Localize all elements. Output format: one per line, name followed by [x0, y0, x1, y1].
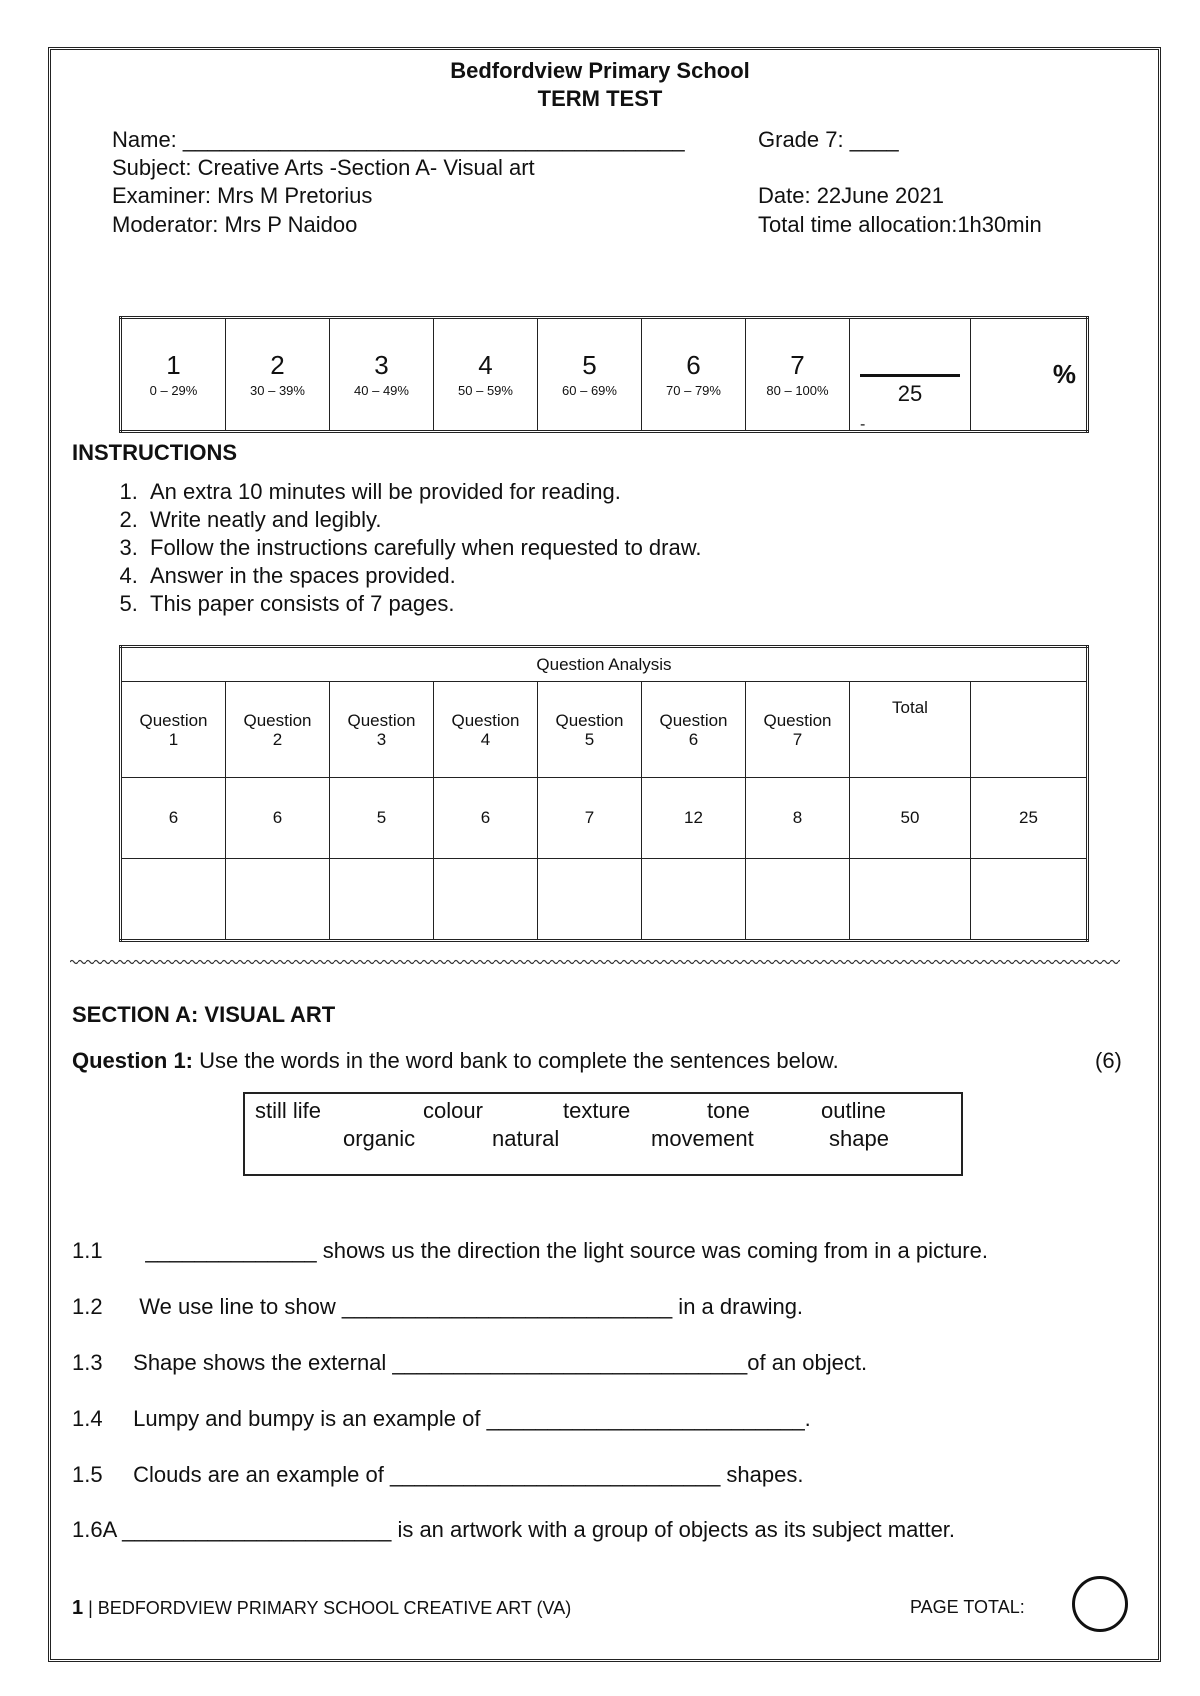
- instruction-item: 2. Write neatly and legibly.: [144, 506, 702, 534]
- question-header: [642, 682, 746, 778]
- marks-cell: 12: [642, 778, 746, 859]
- question-1-label: Question 1:: [72, 1048, 194, 1073]
- question-1-6: 1.6A ______________________ is an artwork with a group of objects as its subject matter.: [72, 1517, 956, 1542]
- word-bank-item: shape: [829, 1126, 889, 1151]
- instructions-title: INSTRUCTIONS: [72, 440, 237, 465]
- score-cell: [850, 318, 971, 432]
- score-entry-cell[interactable]: [642, 859, 746, 941]
- instruction-item: 1. An extra 10 minutes will be provided for reading.: [144, 478, 702, 506]
- section-title: SECTION A: VISUAL ART: [72, 1002, 336, 1027]
- level-range: 60 – 69%: [562, 383, 617, 398]
- question-header: [226, 682, 330, 778]
- level-number: 5: [582, 350, 597, 380]
- moderator-line: Moderator: Mrs P Naidoo: [112, 212, 358, 237]
- grade-level-cell: [226, 318, 330, 432]
- page-total-label: PAGE TOTAL:: [910, 1597, 1025, 1617]
- question-analysis-table: [119, 645, 1089, 942]
- grade-scale-table: [119, 316, 1089, 433]
- word-bank-item: natural: [492, 1126, 560, 1151]
- question-header: [746, 682, 850, 778]
- page-number: 1: [72, 1597, 84, 1619]
- score-blank-line: [860, 374, 960, 377]
- question-1-2: 1.2 We use line to show ___________________________ in a drawing.: [72, 1294, 804, 1319]
- question-1-4: 1.4 Lumpy and bumpy is an example of __________________________.: [72, 1406, 811, 1431]
- question-number: 7: [792, 729, 803, 749]
- question-header: [434, 682, 538, 778]
- grade-level-cell: [121, 318, 226, 432]
- total-marks-cell: 50: [850, 778, 971, 859]
- grade-level-cell: [434, 318, 538, 432]
- percent-cell: %: [971, 318, 1088, 432]
- question-label: Question: [555, 710, 624, 730]
- score-entry-cell[interactable]: [538, 859, 642, 941]
- score-denominator: 25: [897, 381, 923, 406]
- grade-field: Grade 7: ____: [758, 127, 899, 152]
- word-bank-item: organic: [343, 1126, 416, 1151]
- word-bank-item: outline: [821, 1098, 886, 1123]
- level-range: 70 – 79%: [666, 383, 721, 398]
- level-range: 40 – 49%: [354, 383, 409, 398]
- question-1-marks: (6): [1095, 1048, 1122, 1073]
- footer-text: | BEDFORDVIEW PRIMARY SCHOOL CREATIVE ART (VA): [83, 1598, 572, 1618]
- score-dash: -: [860, 416, 866, 433]
- marks-cell: 6: [121, 778, 226, 859]
- question-1-1: 1.1 ______________ shows us the direction the light source was coming from in a picture.: [72, 1238, 988, 1263]
- page-footer: [72, 1597, 571, 1620]
- question-label: Question: [139, 710, 208, 730]
- score-entry-cell[interactable]: [746, 859, 850, 941]
- marks-cell: 6: [226, 778, 330, 859]
- word-bank-item: still life: [255, 1098, 322, 1123]
- analysis-title: Question Analysis: [121, 647, 1088, 682]
- question-number: 6: [688, 729, 699, 749]
- question-label: Question: [659, 710, 728, 730]
- name-field: Name: _________________________________________: [112, 127, 685, 152]
- marks-cell: 7: [538, 778, 642, 859]
- level-range: 50 – 59%: [458, 383, 513, 398]
- score-entry-cell[interactable]: [850, 859, 971, 941]
- word-bank-item: colour: [423, 1098, 483, 1123]
- level-number: 4: [478, 350, 493, 380]
- subject-line: Subject: Creative Arts -Section A- Visual art: [112, 155, 535, 180]
- word-bank-item: movement: [651, 1126, 754, 1151]
- empty-header-cell: [971, 682, 1088, 778]
- question-header: [330, 682, 434, 778]
- grade-level-cell: [330, 318, 434, 432]
- question-label: Question: [763, 710, 832, 730]
- question-number: 2: [272, 729, 283, 749]
- wavy-divider: [70, 958, 1120, 966]
- question-header: [121, 682, 226, 778]
- word-bank-item: texture: [563, 1098, 631, 1123]
- marks-cell: 6: [434, 778, 538, 859]
- question-number: 3: [376, 729, 387, 749]
- instruction-item: 5. This paper consists of 7 pages.: [144, 590, 702, 618]
- examiner-line: Examiner: Mrs M Pretorius: [112, 183, 373, 208]
- question-1-5: 1.5 Clouds are an example of ___________________________ shapes.: [72, 1462, 804, 1487]
- grade-level-cell: [538, 318, 642, 432]
- score-entry-cell[interactable]: [121, 859, 226, 941]
- word-bank-item: tone: [707, 1098, 750, 1123]
- instruction-item: 4. Answer in the spaces provided.: [144, 562, 702, 590]
- level-number: 1: [166, 350, 181, 380]
- instruction-item: 3. Follow the instructions carefully when requested to draw.: [144, 534, 702, 562]
- level-number: 7: [790, 350, 805, 380]
- time-allocation: Total time allocation:1h30min: [758, 212, 1042, 237]
- test-title: TERM TEST: [537, 86, 663, 111]
- total-header: Total: [850, 682, 971, 778]
- word-bank: [243, 1092, 963, 1176]
- school-name: Bedfordview Primary School: [450, 58, 750, 83]
- score-entry-cell[interactable]: [330, 859, 434, 941]
- level-range: 80 – 100%: [766, 383, 829, 398]
- scaled-marks-cell: 25: [971, 778, 1088, 859]
- page-total-circle: [1072, 1576, 1128, 1632]
- question-number: 1: [168, 729, 179, 749]
- question-label: Question: [243, 710, 312, 730]
- question-1-prompt: [72, 1048, 839, 1074]
- level-number: 6: [686, 350, 701, 380]
- question-number: 5: [584, 729, 595, 749]
- score-entry-cell[interactable]: [226, 859, 330, 941]
- level-range: 0 – 29%: [149, 383, 198, 398]
- question-1-text: Use the words in the word bank to complete the sentences below.: [193, 1048, 839, 1073]
- level-number: 3: [374, 350, 389, 380]
- marks-cell: 5: [330, 778, 434, 859]
- level-number: 2: [270, 350, 285, 380]
- date-line: Date: 22June 2021: [758, 183, 944, 208]
- question-header: [538, 682, 642, 778]
- level-range: 30 – 39%: [250, 383, 305, 398]
- grade-level-cell: [746, 318, 850, 432]
- question-number: 4: [480, 729, 491, 749]
- marks-cell: 8: [746, 778, 850, 859]
- question-1-3: 1.3 Shape shows the external _____________________________of an object.: [72, 1350, 868, 1375]
- question-label: Question: [347, 710, 416, 730]
- score-entry-cell[interactable]: [971, 859, 1088, 941]
- grade-level-cell: [642, 318, 746, 432]
- instructions-list: [108, 478, 702, 618]
- score-entry-cell[interactable]: [434, 859, 538, 941]
- question-label: Question: [451, 710, 520, 730]
